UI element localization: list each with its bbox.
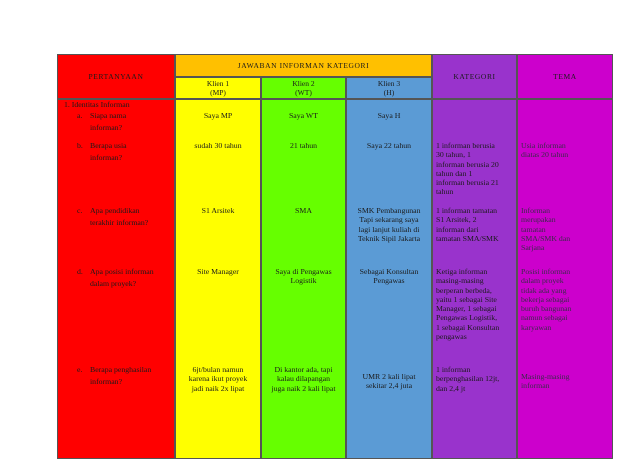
row-c-klien-3 — [346, 206, 432, 243]
row-d-klien-3 — [346, 267, 432, 286]
row-d-kategori-line-8: pengawas — [436, 332, 467, 342]
row-d-tema-line-2: dalam proyek — [521, 276, 564, 286]
row-c-klien-1-line-1: S1 Arsitek — [201, 206, 235, 215]
row-e-klien-2-line-2: kalau dilapangan — [276, 374, 331, 384]
row-d-question-line-2: dalam proyek? — [90, 279, 137, 288]
row-b-question-line-2: informan? — [90, 153, 123, 162]
row-c-kategori-line-3: informan dari — [436, 224, 479, 234]
row-a-klien-3-line-1: Saya H — [377, 111, 401, 120]
row-c-klien-2 — [261, 206, 346, 215]
header-klien-3 — [346, 77, 432, 99]
row-b-klien-3-line-1: Saya 22 tahun — [366, 141, 412, 150]
row-d-kategori-line-5: Manager, 1 sebagai — [436, 304, 497, 314]
row-e-klien-3 — [346, 372, 432, 391]
row-a-klien-3 — [346, 111, 432, 120]
row-c-kategori-line-2: S1 Arsitek, 2 — [436, 215, 477, 225]
row-a-question-line-1: Siapa nama — [90, 111, 127, 120]
row-c-tema — [521, 206, 611, 252]
row-e-question-line-2: informan? — [90, 377, 123, 386]
row-c-klien-1 — [175, 206, 261, 215]
row-e-letter: e. — [77, 365, 83, 374]
row-b-kategori-line-3: informan berusia 20 — [436, 159, 499, 169]
section-identitas-informan: 1. Identitas Informan — [64, 100, 130, 109]
row-d-klien-2 — [261, 267, 346, 286]
row-b-klien-1-line-1: sudah 30 tahun — [194, 141, 242, 150]
row-e-kategori — [436, 365, 516, 393]
row-d-tema-line-3: tidak ada yang — [521, 285, 567, 295]
row-e-tema — [521, 372, 611, 391]
column-klien-1 — [175, 99, 261, 459]
row-c-tema-line-5: Sarjana — [521, 243, 545, 253]
row-a-klien-1-line-1: Saya MP — [203, 111, 233, 120]
row-d-tema-line-5: buruh bangunan — [521, 304, 572, 314]
row-d-tema-line-7: karyawan — [521, 322, 552, 332]
row-d-klien-2-line-1: Saya di Pengawas — [275, 267, 332, 276]
row-b-tema — [521, 141, 611, 160]
row-b-letter: b. — [77, 141, 83, 150]
klien-2-code: (WT) — [295, 88, 312, 97]
row-c-klien-3-line-2: Tapi sekarang saya — [359, 215, 419, 225]
row-a-klien-1 — [175, 111, 261, 120]
row-b-kategori-line-6: tahun — [436, 187, 454, 197]
header-tema: TEMA — [517, 54, 613, 99]
row-c-kategori-line-4: tamatan SMA/SMK — [436, 233, 499, 243]
row-a-klien-2 — [261, 111, 346, 120]
row-d-tema-line-4: bekerja sebagai — [521, 294, 570, 304]
row-d-letter: d. — [77, 267, 83, 276]
row-c-letter: c. — [77, 206, 83, 215]
row-d-tema-line-1: Posisi informan — [521, 267, 571, 276]
klien-2-label: Klien 2 — [292, 79, 315, 88]
row-e-tema-line-1: Masing-masing — [521, 372, 570, 381]
row-d-tema — [521, 267, 611, 332]
row-d-klien-3-line-1: Sebagai Konsultan — [359, 267, 419, 276]
header-klien-2 — [261, 77, 346, 99]
row-e-klien-1 — [175, 365, 261, 393]
row-d-kategori-line-6: Pengawas Logistik, — [436, 313, 498, 323]
row-e-klien-1-line-2: karena ikut proyek — [188, 374, 248, 384]
row-c-question-line-1: Apa pendidikan — [90, 206, 140, 215]
header-pertanyaan: PERTANYAAN — [57, 54, 175, 99]
row-b-tema-line-1: Usia informan — [521, 141, 566, 150]
row-e-klien-1-line-3: jadi naik 2x lipat — [191, 383, 245, 393]
row-d-kategori-line-1: Ketiga informan — [436, 267, 488, 276]
row-e-tema-line-2: informan — [521, 381, 550, 391]
row-c-tema-line-2: merupakan — [521, 215, 556, 225]
row-d-klien-2-line-2: Logistik — [290, 276, 317, 286]
interview-table — [57, 54, 613, 452]
row-c-tema-line-4: SMA/SMK dan — [521, 233, 571, 243]
klien-3-label: Klien 3 — [377, 79, 401, 88]
row-e-klien-1-line-1: 6jt/bulan namun — [192, 365, 244, 374]
row-b-kategori-line-1: 1 informan berusia — [436, 141, 495, 150]
row-d-question-line-1: Apa posisi informan — [90, 267, 154, 276]
row-b-kategori-line-2: 30 tahun, 1 — [436, 150, 471, 160]
header-jawaban: JAWABAN INFORMAN KATEGORI — [175, 54, 432, 77]
row-d-kategori-line-3: berperan berbeda, — [436, 285, 492, 295]
row-b-klien-2-line-1: 21 tahun — [289, 141, 318, 150]
klien-1-label: Klien 1 — [206, 79, 230, 88]
row-e-question-line-1: Berapa penghasilan — [90, 365, 152, 374]
row-b-kategori-line-5: informan berusia 21 — [436, 178, 499, 188]
header-klien-1 — [175, 77, 261, 99]
row-c-klien-3-line-3: lagi lanjut kuliah di — [358, 224, 420, 234]
row-a-question-line-2: informan? — [90, 123, 123, 132]
row-d-klien-3-line-2: Pengawas — [373, 276, 405, 286]
row-c-klien-3-line-1: SMK Pembangunan — [357, 206, 421, 215]
row-d-klien-1 — [175, 267, 261, 276]
row-d-kategori-line-7: 1 sebagai Konsultan — [436, 322, 500, 332]
klien-1-code: (MP) — [210, 88, 226, 97]
row-c-kategori — [436, 206, 516, 243]
row-e-kategori-line-2: berpenghasilan 12jt, — [436, 374, 500, 384]
row-b-klien-1 — [175, 141, 261, 150]
row-c-tema-line-1: Informan — [521, 206, 551, 215]
row-a-klien-2-line-1: Saya WT — [288, 111, 319, 120]
row-b-kategori-line-4: tahun dan 1 — [436, 168, 473, 178]
row-e-klien-2-line-1: Di kantor ada, tapi — [274, 365, 333, 374]
row-d-klien-1-line-1: Site Manager — [197, 267, 239, 276]
header-kategori: KATEGORI — [432, 54, 517, 99]
row-e-kategori-line-1: 1 informan — [436, 365, 471, 374]
row-d-kategori — [436, 267, 516, 341]
row-b-klien-3 — [346, 141, 432, 150]
row-b-tema-line-2: diatas 20 tahun — [521, 150, 569, 160]
row-d-kategori-line-2: masing-masing — [436, 276, 484, 286]
row-a-letter: a. — [77, 111, 83, 120]
row-e-klien-2-line-3: juga naik 2 kali lipat — [271, 383, 336, 393]
row-c-tema-line-3: tamatan — [521, 224, 546, 234]
row-b-klien-2 — [261, 141, 346, 150]
row-c-klien-2-line-1: SMA — [295, 206, 312, 215]
row-b-question-line-1: Berapa usia — [90, 141, 127, 150]
row-d-tema-line-6: namun sebagai — [521, 313, 568, 323]
row-b-kategori — [436, 141, 516, 197]
row-c-question-line-2: terakhir informan? — [90, 218, 149, 227]
klien-3-code: (H) — [383, 88, 395, 97]
row-e-klien-2 — [261, 365, 346, 393]
row-d-kategori-line-4: yaitu 1 sebagai Site — [436, 294, 497, 304]
row-c-kategori-line-1: 1 informan tamatan — [436, 206, 498, 215]
row-e-klien-3-line-1: UMR 2 kali lipat — [362, 372, 416, 381]
row-c-klien-3-line-4: Teknik Sipil Jakarta — [357, 233, 421, 243]
row-e-kategori-line-3: dan 2,4 jt — [436, 383, 466, 393]
row-e-klien-3-line-2: sekitar 2,4 juta — [365, 381, 413, 391]
